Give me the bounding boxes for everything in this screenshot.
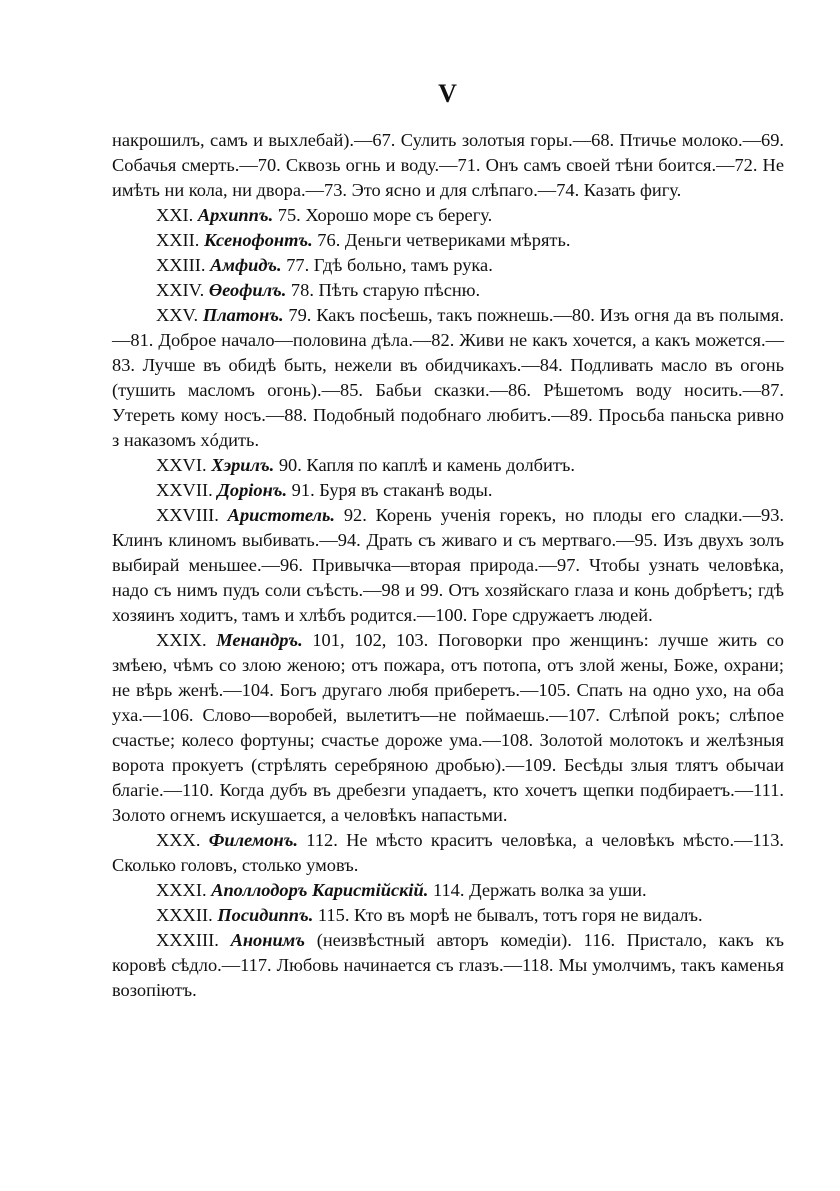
section-xxvi <box>112 453 784 478</box>
section-xxv <box>112 303 784 453</box>
section-text: 91. Буря въ стаканѣ воды. <box>287 480 493 500</box>
section-author: Аполлодоръ Каристійскій. <box>211 880 429 900</box>
section-xxiv <box>112 278 784 303</box>
section-author: Филемонъ. <box>208 830 299 850</box>
section-author: Менандръ. <box>216 630 303 650</box>
section-xxvii <box>112 478 784 503</box>
section-xxxii <box>112 903 784 928</box>
section-text: 90. Капля по каплѣ и камень долбитъ. <box>274 455 575 475</box>
section-text: 75. Хорошо море съ берегу. <box>273 205 493 225</box>
section-author: Доріонъ. <box>217 480 288 500</box>
section-number: XXXI. <box>156 880 207 900</box>
section-number: XXX. <box>156 830 201 850</box>
section-xxviii <box>112 503 784 628</box>
section-text: 76. Деньги четвериками мѣрять. <box>312 230 571 250</box>
section-xxxi <box>112 878 784 903</box>
section-text: 78. Пѣть старую пѣсню. <box>286 280 481 300</box>
section-xxx <box>112 828 784 878</box>
section-number: XXXII. <box>156 905 213 925</box>
section-author: Посидиппъ. <box>217 905 314 925</box>
section-number: XXVI. <box>156 455 207 475</box>
section-author: Өеофилъ. <box>208 280 287 300</box>
section-number: XXI. <box>156 205 194 225</box>
section-text: (неизвѣстный авторъ комедіи). 116. Пристало, какъ къ коровѣ сѣдло.—117. Любовь начинается съ глазъ.—118. Мы умолчимъ, такъ каменья возопіютъ. <box>112 930 784 1000</box>
section-number: XXVII. <box>156 480 213 500</box>
section-author: Платонъ. <box>202 305 284 325</box>
section-number: XXIII. <box>156 255 206 275</box>
section-author: Анонимъ <box>230 930 305 950</box>
section-xxix <box>112 628 784 828</box>
section-number: XXIX. <box>156 630 207 650</box>
section-author: Ксенофонтъ. <box>204 230 313 250</box>
section-author: Архиппъ. <box>197 205 274 225</box>
page-body <box>112 128 784 1003</box>
section-author: Аристотель. <box>227 505 335 525</box>
paragraph-continuation <box>112 128 784 203</box>
section-number: XXV. <box>156 305 199 325</box>
section-xxi <box>112 203 784 228</box>
section-text: 112. Не мѣсто краситъ человѣка, а человѣкъ мѣсто.—113. Сколько головъ, столько умовъ. <box>112 830 784 875</box>
section-text: 79. Какъ посѣешь, такъ пожнешь.—80. Изъ огня да въ полымя.—81. Доброе начало—половина дѣла.—82. Живи не какъ хочется, а какъ можется.—83. Лучше въ обидѣ быть, нежели въ обидчикахъ.—84. Подливать масло въ огонь (тушить масломъ огонь).—85. Бабьи сказки.—86. Рѣшетомъ воду носить.—87. Утереть кому носъ.—88. Подобный подобнаго любитъ.—89. Просьба паньска ривно з наказомъ хóдить. <box>112 305 784 450</box>
section-number: XXIV. <box>156 280 205 300</box>
section-xxiii <box>112 253 784 278</box>
section-author: Амфидъ. <box>210 255 282 275</box>
section-number: XXII. <box>156 230 200 250</box>
section-number: XXVIII. <box>156 505 219 525</box>
section-xxii <box>112 228 784 253</box>
section-text: 114. Держать волка за уши. <box>428 880 647 900</box>
section-text: 115. Кто въ морѣ не бывалъ, тотъ горя не видалъ. <box>313 905 703 925</box>
section-text: 101, 102, 103. Поговорки про женщинъ: лучше жить со змѣею, чѣмъ со злою женою; отъ пожара, отъ потопа, отъ злой жены, Боже, охрани; не вѣрь женѣ.—104. Богъ другаго любя приберетъ.—105. Спать на одно ухо, на оба уха.—106. Слово—воробей, вылетитъ—не поймаешь.—107. Слѣпой рокъ; слѣпое счастье; колесо фортуны; счастье дороже ума.—108. Золотой молотокъ и желѣзныя ворота прокуетъ (стрѣлять серебряною дробью).—109. Бесѣды злыя тлятъ обычаи благіе.—110. Когда дубъ въ дребезги упадаетъ, кто хочетъ щепки подбираетъ.—111. Золото огнемъ искушается, а человѣкъ напастьми. <box>112 630 784 825</box>
section-author: Хэрилъ. <box>211 455 275 475</box>
page-number: V <box>438 79 458 108</box>
section-number: XXXIII. <box>156 930 219 950</box>
paragraph-text: накрошилъ, самъ и выхлебай).—67. Сулить золотыя горы.—68. Птичье молоко.—69. Собачья смерть.—70. Сквозь огнь и воду.—71. Онъ самъ своей тѣни боится.—72. Не имѣть ни кола, ни двора.—73. Это ясно и для слѣпаго.—74. Казать фигу. <box>112 130 784 200</box>
section-text: 92. Корень ученія горекъ, но плоды его сладки.—93. Клинъ клиномъ выбивать.—94. Драть съ живаго и съ мертваго.—95. Изъ двухъ золъ выбирай меньшее.—96. Привычка—вторая природа.—97. Чтобы узнать человѣка, надо съ нимъ пудъ соли съѣсть.—98 и 99. Отъ хозяйскаго глаза и конь добрѣетъ; гдѣ хозяинъ ходитъ, тамъ и хлѣбъ родится.—100. Горе сдружаетъ людей. <box>112 505 784 625</box>
section-xxxiii <box>112 928 784 1003</box>
section-text: 77. Гдѣ больно, тамъ рука. <box>281 255 493 275</box>
